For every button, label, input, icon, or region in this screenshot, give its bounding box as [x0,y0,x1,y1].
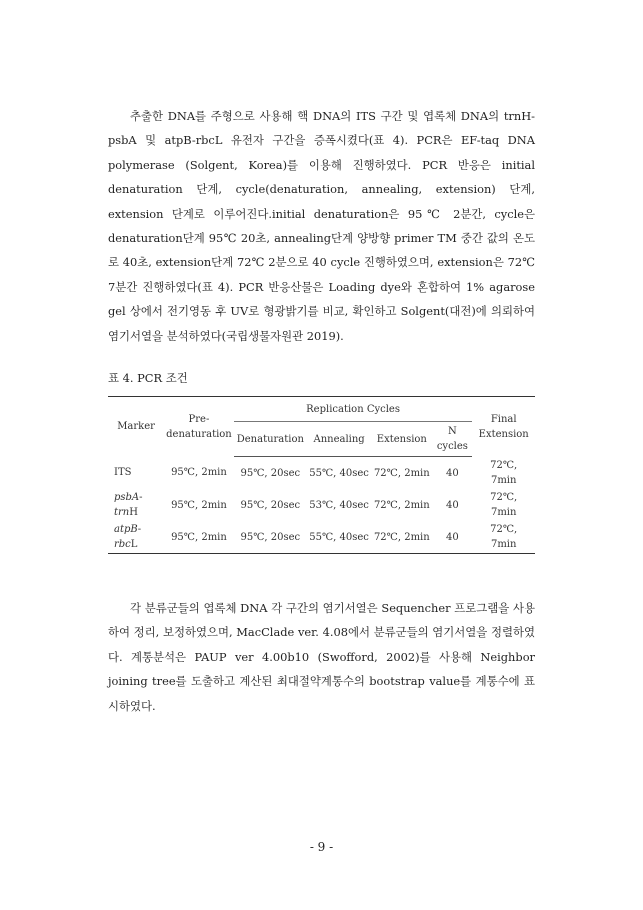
header-n-cycles-line2: cycles [436,441,468,452]
marker-suffix: trn [114,507,130,518]
cell-n-cycles: 40 [432,521,472,554]
marker-suffix-end: H [129,507,138,518]
marker-name: atpB [114,524,138,535]
header-denaturation: Denaturation [234,422,307,457]
header-annealing: Annealing [307,422,371,457]
header-n-cycles [432,422,472,457]
cell-marker [108,521,164,554]
cell-final-extension [472,489,535,521]
cell-annealing: 53℃, 40sec [309,499,369,511]
header-final-extension-line2: Extension [478,428,529,440]
paragraph-analysis-text: 각 분류군들의 엽록체 DNA 각 구간의 염기서열은 Sequencher 프로그램을 사용하여 정리, 보정하였으며, MacClade ver. 4.08에서 분류군들의 염기서열을 정렬하였다. 계통분석은 PAUP ver 4.00b10 (Swofford, 2002)를 사용해 Neighbor joining tree를 도출하고 계산된 최대절약계통수의 bootstrap value를 계통수에 표시하였다. [108,601,535,713]
header-pre-denaturation-line1: Pre- [188,413,210,425]
cell-extension: 72℃, 2min [373,499,430,511]
final-temp: 72℃, [490,524,518,535]
header-n-cycles-line1: N [448,426,457,437]
marker-suffix-prefix: - [139,492,143,503]
final-time: 7min [490,507,517,518]
final-temp: 72℃, [490,492,518,503]
cell-n-cycles: 40 [446,499,459,511]
table-row [108,489,535,521]
paragraph-pcr-method [108,104,535,348]
table-caption: 표 4. PCR 조건 [108,371,188,385]
page-number: - 9 - [309,840,334,854]
header-replication-cycles: Replication Cycles [234,397,473,422]
cell-annealing: 55℃, 40sec [309,467,369,479]
marker-suffix: rbc [114,539,131,550]
cell-final-extension [472,457,535,490]
cell-denaturation: 95℃, 20sec [240,499,301,511]
header-marker: Marker [108,397,164,457]
cell-final-extension [472,521,535,554]
marker-suffix-prefix: - [137,524,142,535]
paragraph-sequence-analysis [108,596,535,718]
header-pre-denaturation [164,397,234,457]
cell-pre-denaturation: 95℃, 2min [171,499,227,511]
paragraph-pcr-text: 추출한 DNA를 주형으로 사용해 핵 DNA의 ITS 구간 및 엽록체 DNA의 trnH-psbA 및 atpB-rbcL 유전자 구간을 증폭시켰다(표 4). PCR은 EF-taq DNA polymerase (Solgent, Korea)를 이용해 진행하였다. PCR 반응은 initial denaturation 단계, cycle(denaturation, annealing, extension) 단계, extension 단계로 이루어진다.initial denaturation은 95℃ 2분간, cycle은 denaturation단계 95℃ 20초, annealing단계 양방향 primer TM 중간 값의 온도로 40초, extension단계 72℃ 2분으로 40 cycle 진행하였으며, extension은 72℃ 7분간 진행하였다(표 4). PCR 반응산물은 Loading dye와 혼합하여 1% agarose gel 상에서 전기영동 후 UV로 형광밝기를 비교, 확인하고 Solgent(대전)에 의뢰하여 염기서열을 분석하였다(국립생물자원관 2019). [108,109,535,343]
cell-denaturation: 95℃, 20sec [240,467,301,479]
marker-name: ITS [114,467,132,479]
cell-denaturation: 95℃, 20sec [234,521,307,554]
header-final-extension-line1: Final [490,413,517,425]
pcr-conditions-table [108,396,535,554]
cell-marker [108,457,164,490]
cell-pre-denaturation: 95℃, 2min [171,467,227,479]
cell-extension: 72℃, 2min [371,521,432,554]
cell-annealing: 55℃, 40sec [307,521,371,554]
cell-extension: 72℃, 2min [373,467,430,479]
final-time: 7min [490,539,517,550]
header-pre-denaturation-line2: denaturation [166,428,232,440]
table-row [108,521,535,554]
marker-suffix-end: L [130,539,138,550]
marker-name: psbA [114,492,140,503]
final-temp: 72℃, [490,459,518,471]
header-final-extension [472,397,535,457]
table-row [108,457,535,490]
table-header-row [108,397,535,422]
cell-n-cycles: 40 [446,467,459,479]
cell-pre-denaturation: 95℃, 2min [164,521,234,554]
final-time: 7min [490,474,517,486]
header-extension: Extension [371,422,432,457]
cell-marker [108,489,164,521]
